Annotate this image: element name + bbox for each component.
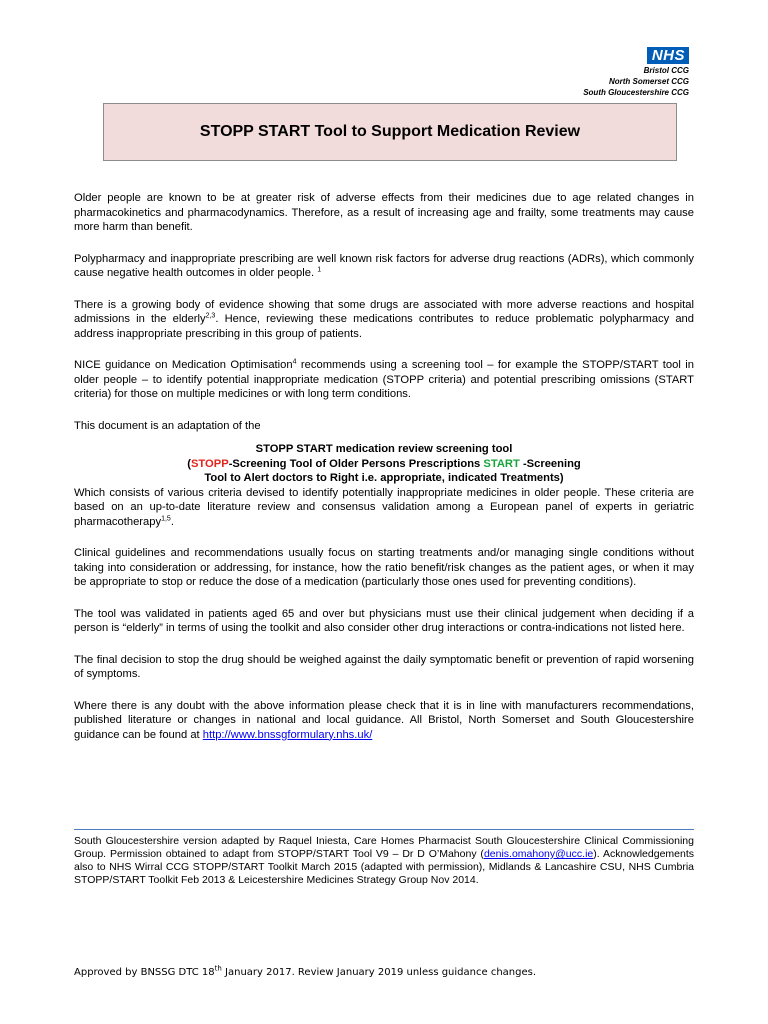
approval-line: Approved by BNSSG DTC 18th January 2017. Review January 2019 unless guidance changes. (74, 964, 537, 978)
paragraph-validation: The tool was validated in patients aged 65 and over but physicians must use their clinical judgement when deciding if a person is “elderly” in terms of using the toolkit and also consider other drug interactions or contra-indications not listed here. (74, 607, 694, 634)
page-title: STOPP START Tool to Support Medication Review (199, 123, 581, 140)
reference-superscript: 4 (292, 358, 297, 366)
ccg-north-somerset: North Somerset CCG (608, 77, 689, 86)
document-body (74, 191, 694, 759)
ccg-bristol: Bristol CCG (643, 66, 689, 75)
tool-name-line3: Tool to Alert doctors to Right i.e. appropriate, indicated Treatments) (204, 472, 564, 484)
date-superscript: th (214, 964, 222, 973)
paragraph-evidence: There is a growing body of evidence showing that some drugs are associated with more adverse reactions and hospital admissions in the elderly$^{2,3}$. Hence, reviewing these medications contributes to reduce problematic polypharmacy and address inappropriate prescribing in this group of patients. (74, 298, 694, 340)
reference-superscript: 1 (317, 266, 322, 274)
nhs-logo: NHS (647, 47, 689, 64)
header-logo-block (583, 47, 689, 98)
paragraph-criteria: Which consists of various criteria devised to identify potentially inappropriate medicines in older people. These criteria are based on an up-to-date literature review and consensus validation among a European panel of experts in geriatric pharmacotherapy$^{1,5}$. (74, 486, 694, 528)
paragraph-adaptation: This document is an adaptation of the (74, 419, 261, 432)
paragraph-nice: NICE guidance on Medication Optimisation$^4$ recommends using a screening tool – for example the STOPP/START tool in older people – to identify potential inappropriate medication (STOPP criteria) and potential prescribing omissions (START criteria) for those on multiple medicines or with long term conditions. (74, 358, 694, 400)
tool-name-line2: (STOPP-Screening Tool of Older Persons Prescriptions START -Screening (187, 457, 581, 470)
tool-name-block (74, 442, 694, 486)
ccg-south-gloucestershire: South Gloucestershire CCG (583, 88, 689, 97)
paragraph-polypharmacy: Polypharmacy and inappropriate prescribing are well known risk factors for adverse drug reactions (ADRs), which commonly cause negative health outcomes in older people. $^1$ (74, 252, 694, 279)
footnote: South Gloucestershire version adapted by Raquel Iniesta, Care Homes Pharmacist South Gloucestershire Clinical Commissioning Group. Permission obtained to adapt from STOPP/START Tool V9 – Dr D O’Mahony (denis.omahony@ucc.ie). Acknowledgements also to NHS Wirral CCG STOPP/START Toolkit March 2015 (adapted with permission), Midlands & Lancashire CSU, NHS Cumbria STOPP/START Toolkit Feb 2013 & Leicestershire Medicines Strategy Group Nov 2014. (74, 835, 694, 886)
title-box (103, 103, 677, 161)
formulary-link[interactable]: http://www.bnssgformulary.nhs.uk/ (202, 728, 373, 741)
paragraph-doubt: Where there is any doubt with the above information please check that it is in line with manufacturers recommendations, published literature or changes in national and local guidance. All Bristol, North Somerset and South Gloucestershire guidance can be found at http://www.bnssgformulary.nhs.uk/ (74, 699, 694, 741)
footnote-divider (74, 829, 694, 830)
reference-superscript: 1,5 (161, 514, 171, 522)
paragraph-guidelines: Clinical guidelines and recommendations usually focus on starting treatments and/or managing single conditions without taking into consideration or addressing, for instance, how the ratio benefit/risk changes as the patient ages, or when it may be appropriate to stop or reduce the dose of a medication (particularly those ones used for preventing conditions). (74, 547, 694, 588)
paragraph-decision: The final decision to stop the drug should be weighed against the daily symptomatic benefit or prevention of rapid worsening of symptoms. (74, 653, 694, 680)
paragraph-intro: Older people are known to be at greater risk of adverse effects from their medicines due to age related changes in pharmacokinetics and pharmacodynamics. Therefore, as a result of increasing age and frailty, some treatments may cause more harm than benefit. (74, 192, 694, 233)
tool-name-line1: STOPP START medication review screening tool (255, 443, 513, 455)
start-label: START (483, 457, 520, 470)
email-link[interactable]: denis.omahony@ucc.ie (483, 848, 594, 860)
stopp-label: STOPP (190, 457, 229, 470)
reference-superscript: 2,3 (205, 312, 216, 320)
